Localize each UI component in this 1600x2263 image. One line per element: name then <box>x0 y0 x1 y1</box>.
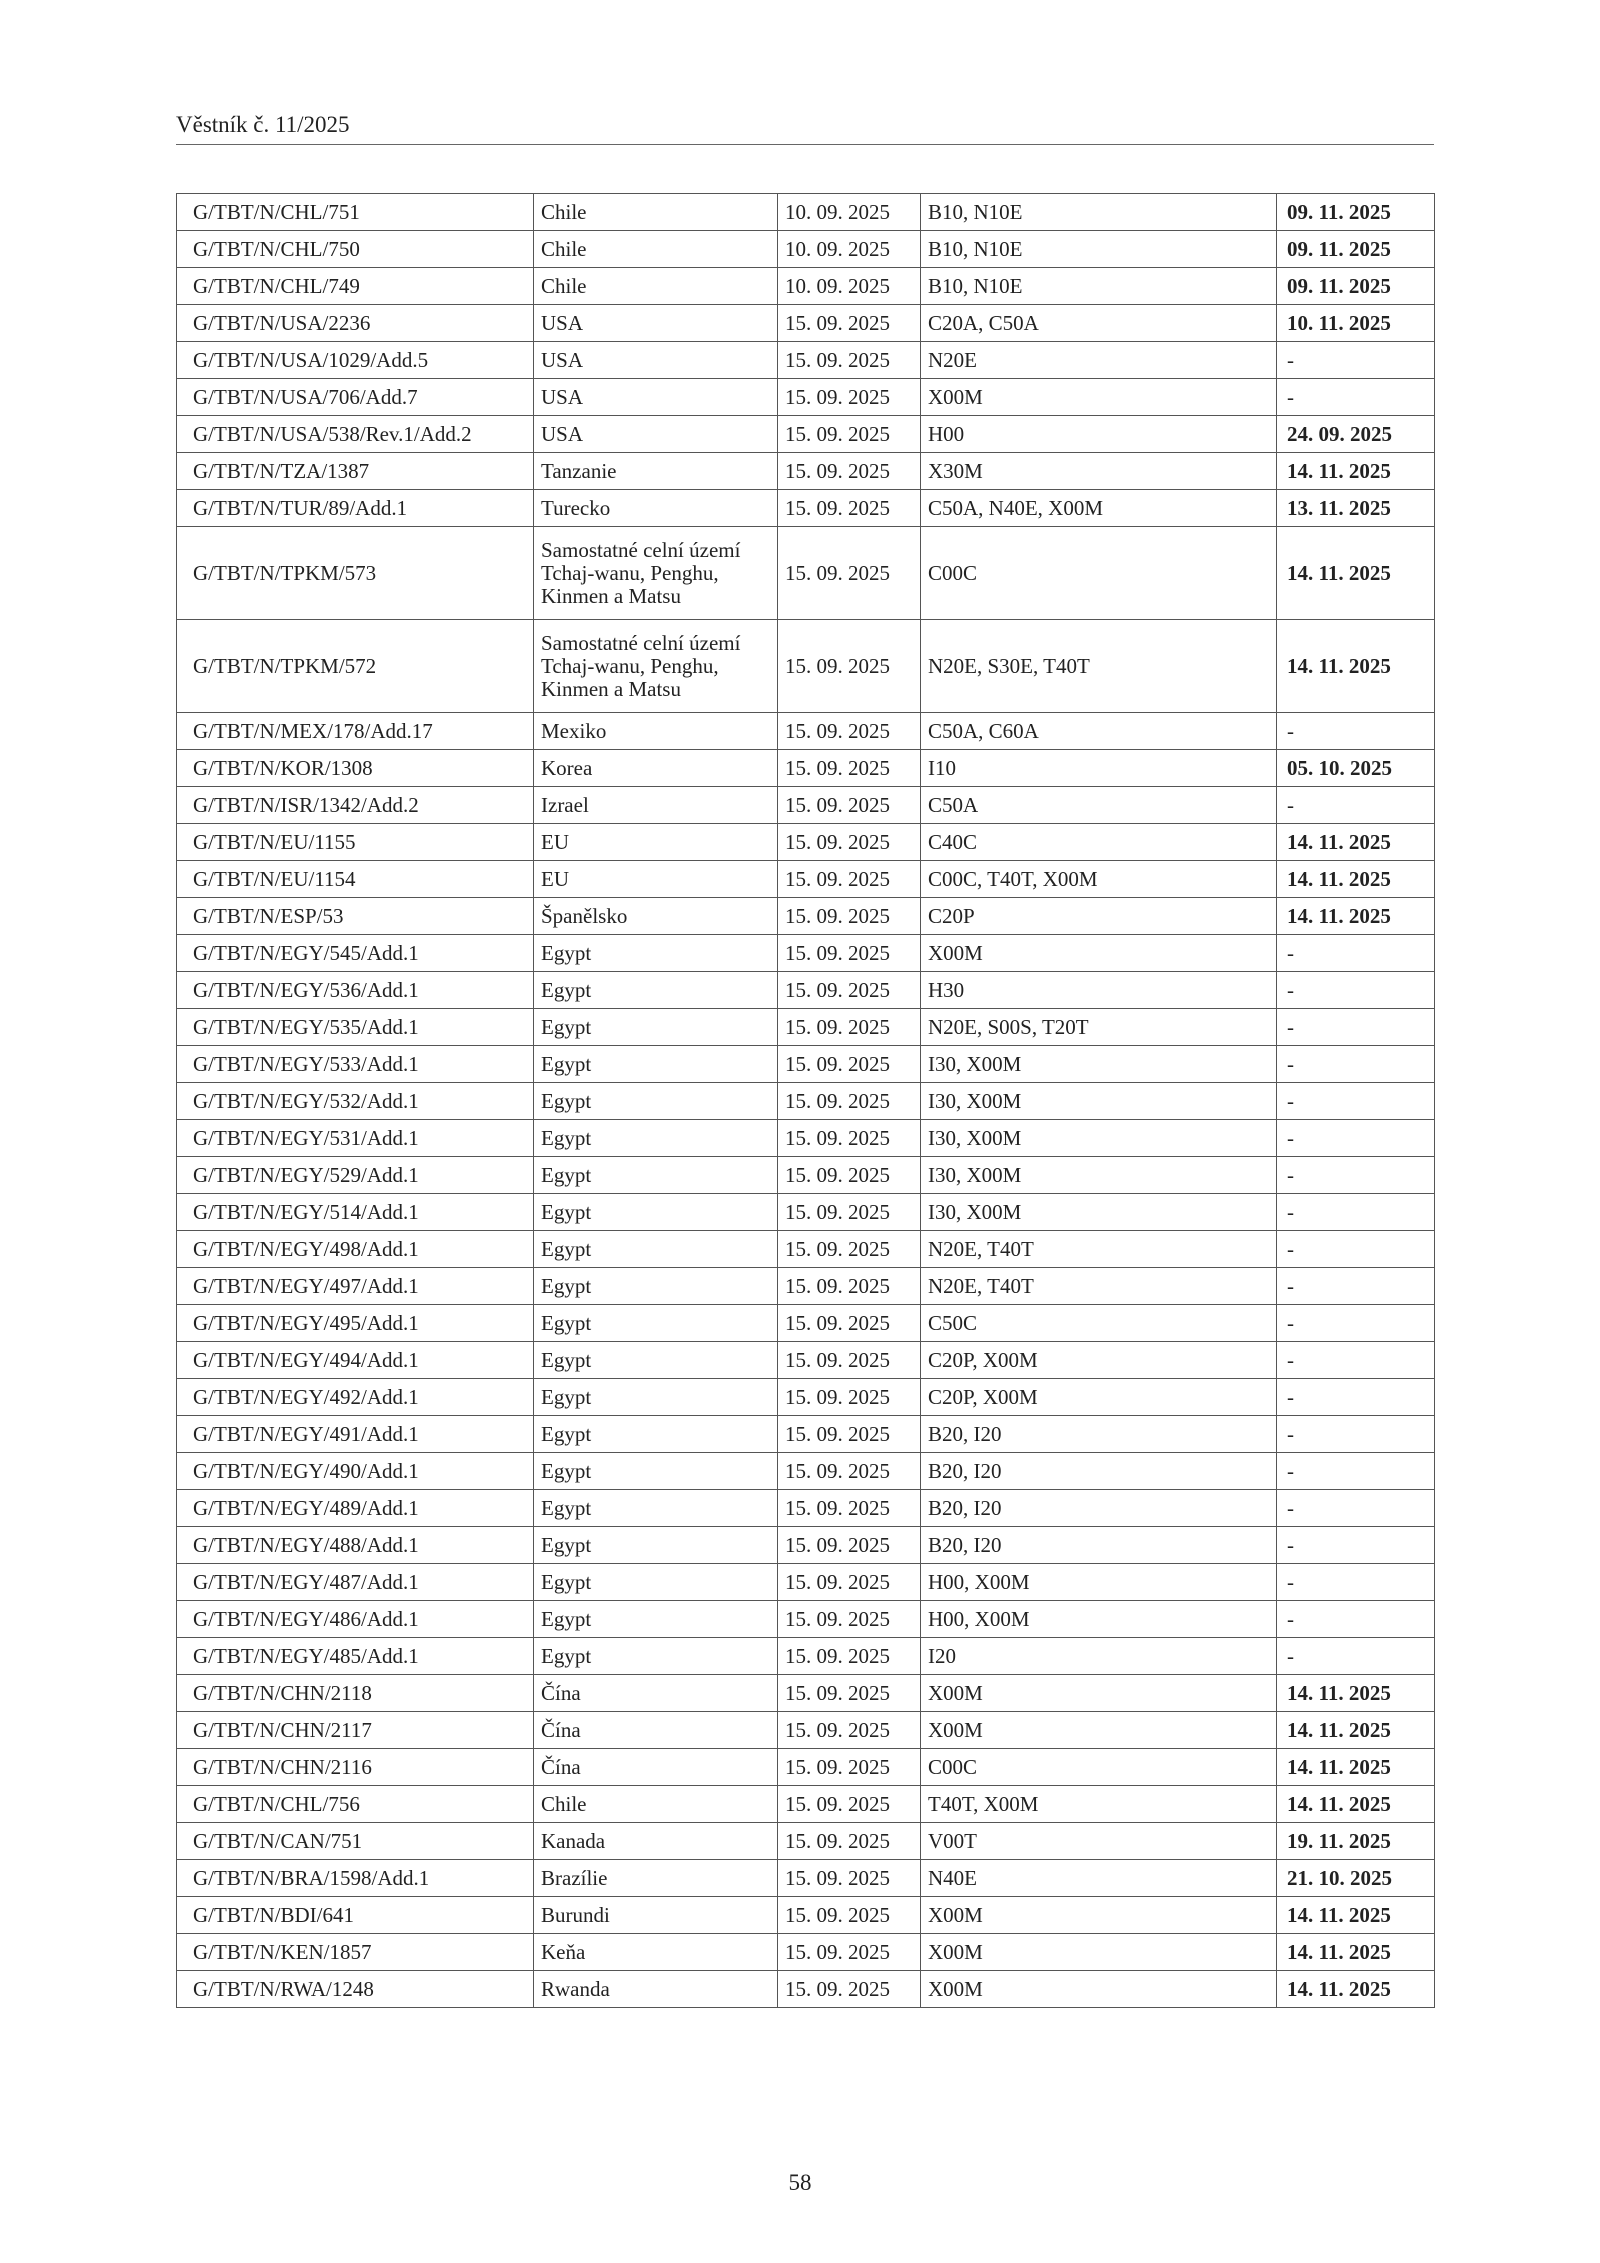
notification-date: 15. 09. 2025 <box>778 1157 921 1194</box>
member-country: Samostatné celní území Tchaj-wanu, Penghu, Kinmen a Matsu <box>534 527 778 620</box>
ics-code: X00M <box>921 1934 1277 1971</box>
notification-code: G/TBT/N/CHN/2116 <box>177 1749 534 1786</box>
notification-date: 15. 09. 2025 <box>778 1934 921 1971</box>
member-country: Korea <box>534 750 778 787</box>
notification-date: 10. 09. 2025 <box>778 231 921 268</box>
table-row <box>177 620 1435 713</box>
table-row <box>177 824 1435 861</box>
ics-code: I30, X00M <box>921 1157 1277 1194</box>
member-country: Burundi <box>534 1897 778 1934</box>
comment-deadline: - <box>1277 787 1435 824</box>
notification-date: 15. 09. 2025 <box>778 1379 921 1416</box>
table-row <box>177 527 1435 620</box>
notification-code: G/TBT/N/EGY/514/Add.1 <box>177 1194 534 1231</box>
notification-date: 15. 09. 2025 <box>778 620 921 713</box>
comment-deadline: - <box>1277 1268 1435 1305</box>
notification-code: G/TBT/N/EGY/545/Add.1 <box>177 935 534 972</box>
member-country: Egypt <box>534 1638 778 1675</box>
notification-code: G/TBT/N/KEN/1857 <box>177 1934 534 1971</box>
notification-code: G/TBT/N/MEX/178/Add.17 <box>177 713 534 750</box>
ics-code: B10, N10E <box>921 194 1277 231</box>
comment-deadline: - <box>1277 972 1435 1009</box>
table-row <box>177 1675 1435 1712</box>
table-row <box>177 1305 1435 1342</box>
notification-code: G/TBT/N/ESP/53 <box>177 898 534 935</box>
notification-date: 15. 09. 2025 <box>778 1601 921 1638</box>
notification-date: 15. 09. 2025 <box>778 1046 921 1083</box>
notification-code: G/TBT/N/CHN/2117 <box>177 1712 534 1749</box>
ics-code: C50A, N40E, X00M <box>921 490 1277 527</box>
member-country: Egypt <box>534 1564 778 1601</box>
member-country: Tanzanie <box>534 453 778 490</box>
table-row <box>177 1157 1435 1194</box>
member-country: Turecko <box>534 490 778 527</box>
comment-deadline: 09. 11. 2025 <box>1277 231 1435 268</box>
ics-code: B20, I20 <box>921 1490 1277 1527</box>
notification-date: 15. 09. 2025 <box>778 1453 921 1490</box>
table-row <box>177 1490 1435 1527</box>
comment-deadline: 14. 11. 2025 <box>1277 1971 1435 2008</box>
table-row <box>177 305 1435 342</box>
comment-deadline: 14. 11. 2025 <box>1277 1786 1435 1823</box>
notification-date: 15. 09. 2025 <box>778 750 921 787</box>
notification-date: 15. 09. 2025 <box>778 1231 921 1268</box>
notification-code: G/TBT/N/CHL/750 <box>177 231 534 268</box>
member-country: USA <box>534 305 778 342</box>
table-row <box>177 1194 1435 1231</box>
notification-date: 15. 09. 2025 <box>778 861 921 898</box>
notification-code: G/TBT/N/EGY/536/Add.1 <box>177 972 534 1009</box>
notification-date: 10. 09. 2025 <box>778 268 921 305</box>
notification-date: 15. 09. 2025 <box>778 1638 921 1675</box>
notification-date: 15. 09. 2025 <box>778 1749 921 1786</box>
table-row <box>177 713 1435 750</box>
notification-date: 15. 09. 2025 <box>778 453 921 490</box>
member-country: Egypt <box>534 1194 778 1231</box>
notification-code: G/TBT/N/CHL/751 <box>177 194 534 231</box>
notification-date: 15. 09. 2025 <box>778 898 921 935</box>
ics-code: H00, X00M <box>921 1601 1277 1638</box>
notification-date: 15. 09. 2025 <box>778 305 921 342</box>
ics-code: C00C <box>921 1749 1277 1786</box>
ics-code: X00M <box>921 935 1277 972</box>
ics-code: B10, N10E <box>921 268 1277 305</box>
table-row <box>177 1009 1435 1046</box>
ics-code: C20P <box>921 898 1277 935</box>
page-number: 58 <box>788 2170 812 2195</box>
notification-code: G/TBT/N/EGY/488/Add.1 <box>177 1527 534 1564</box>
notification-code: G/TBT/N/BDI/641 <box>177 1897 534 1934</box>
member-country: Egypt <box>534 1268 778 1305</box>
ics-code: B20, I20 <box>921 1527 1277 1564</box>
comment-deadline: 09. 11. 2025 <box>1277 268 1435 305</box>
ics-code: H00 <box>921 416 1277 453</box>
notification-date: 15. 09. 2025 <box>778 1712 921 1749</box>
ics-code: H30 <box>921 972 1277 1009</box>
ics-code: C00C, T40T, X00M <box>921 861 1277 898</box>
table-row <box>177 787 1435 824</box>
comment-deadline: - <box>1277 1601 1435 1638</box>
notification-code: G/TBT/N/TUR/89/Add.1 <box>177 490 534 527</box>
ics-code: N20E, T40T <box>921 1231 1277 1268</box>
notification-code: G/TBT/N/EU/1154 <box>177 861 534 898</box>
member-country: Kanada <box>534 1823 778 1860</box>
member-country: USA <box>534 379 778 416</box>
comment-deadline: - <box>1277 713 1435 750</box>
notification-date: 15. 09. 2025 <box>778 1009 921 1046</box>
member-country: Egypt <box>534 1157 778 1194</box>
ics-code: N20E, T40T <box>921 1268 1277 1305</box>
ics-code: C50C <box>921 1305 1277 1342</box>
table-row <box>177 1120 1435 1157</box>
ics-code: C20P, X00M <box>921 1379 1277 1416</box>
table-row <box>177 231 1435 268</box>
table-row <box>177 1971 1435 2008</box>
notification-code: G/TBT/N/EGY/529/Add.1 <box>177 1157 534 1194</box>
member-country: Španělsko <box>534 898 778 935</box>
ics-code: I30, X00M <box>921 1083 1277 1120</box>
comment-deadline: 14. 11. 2025 <box>1277 824 1435 861</box>
notification-code: G/TBT/N/TPKM/572 <box>177 620 534 713</box>
comment-deadline: 14. 11. 2025 <box>1277 861 1435 898</box>
ics-code: I30, X00M <box>921 1120 1277 1157</box>
member-country: Egypt <box>534 1490 778 1527</box>
comment-deadline: - <box>1277 1416 1435 1453</box>
comment-deadline: - <box>1277 1379 1435 1416</box>
comment-deadline: 13. 11. 2025 <box>1277 490 1435 527</box>
table-row <box>177 1453 1435 1490</box>
comment-deadline: - <box>1277 379 1435 416</box>
table-row <box>177 1823 1435 1860</box>
table-row <box>177 194 1435 231</box>
ics-code: C50A <box>921 787 1277 824</box>
ics-code: C20A, C50A <box>921 305 1277 342</box>
table-row <box>177 1712 1435 1749</box>
notification-date: 15. 09. 2025 <box>778 1194 921 1231</box>
notification-date: 15. 09. 2025 <box>778 490 921 527</box>
ics-code: B20, I20 <box>921 1416 1277 1453</box>
comment-deadline: 14. 11. 2025 <box>1277 898 1435 935</box>
table-row <box>177 342 1435 379</box>
notification-code: G/TBT/N/EGY/531/Add.1 <box>177 1120 534 1157</box>
notification-code: G/TBT/N/BRA/1598/Add.1 <box>177 1860 534 1897</box>
member-country: Egypt <box>534 1120 778 1157</box>
notification-date: 15. 09. 2025 <box>778 1971 921 2008</box>
notification-date: 15. 09. 2025 <box>778 787 921 824</box>
notification-code: G/TBT/N/CHL/756 <box>177 1786 534 1823</box>
comment-deadline: - <box>1277 1083 1435 1120</box>
comment-deadline: 09. 11. 2025 <box>1277 194 1435 231</box>
comment-deadline: - <box>1277 1564 1435 1601</box>
member-country: Brazílie <box>534 1860 778 1897</box>
notification-date: 15. 09. 2025 <box>778 824 921 861</box>
table-row <box>177 1749 1435 1786</box>
notification-date: 15. 09. 2025 <box>778 713 921 750</box>
comment-deadline: 14. 11. 2025 <box>1277 1712 1435 1749</box>
notification-code: G/TBT/N/TZA/1387 <box>177 453 534 490</box>
member-country: Chile <box>534 1786 778 1823</box>
notification-code: G/TBT/N/CAN/751 <box>177 1823 534 1860</box>
ics-code: C00C <box>921 527 1277 620</box>
notification-code: G/TBT/N/USA/538/Rev.1/Add.2 <box>177 416 534 453</box>
table-row <box>177 1786 1435 1823</box>
member-country: Keňa <box>534 1934 778 1971</box>
table-row <box>177 1379 1435 1416</box>
notification-date: 15. 09. 2025 <box>778 379 921 416</box>
comment-deadline: 24. 09. 2025 <box>1277 416 1435 453</box>
table-body <box>177 194 1435 2008</box>
ics-code: I10 <box>921 750 1277 787</box>
table-row <box>177 861 1435 898</box>
table-row <box>177 1268 1435 1305</box>
member-country: Egypt <box>534 935 778 972</box>
member-country: USA <box>534 416 778 453</box>
table-row <box>177 416 1435 453</box>
ics-code: B20, I20 <box>921 1453 1277 1490</box>
comment-deadline: - <box>1277 935 1435 972</box>
ics-code: X00M <box>921 1971 1277 2008</box>
table-row <box>177 1527 1435 1564</box>
comment-deadline: - <box>1277 1342 1435 1379</box>
member-country: Chile <box>534 268 778 305</box>
table-row <box>177 490 1435 527</box>
notification-date: 15. 09. 2025 <box>778 1342 921 1379</box>
member-country: Rwanda <box>534 1971 778 2008</box>
member-country: Egypt <box>534 1342 778 1379</box>
notification-code: G/TBT/N/ISR/1342/Add.2 <box>177 787 534 824</box>
notification-code: G/TBT/N/EGY/490/Add.1 <box>177 1453 534 1490</box>
table-row <box>177 1231 1435 1268</box>
notification-code: G/TBT/N/EGY/535/Add.1 <box>177 1009 534 1046</box>
notification-date: 15. 09. 2025 <box>778 935 921 972</box>
member-country: Egypt <box>534 1231 778 1268</box>
notification-code: G/TBT/N/USA/706/Add.7 <box>177 379 534 416</box>
ics-code: X00M <box>921 1675 1277 1712</box>
notification-code: G/TBT/N/EGY/489/Add.1 <box>177 1490 534 1527</box>
member-country: Egypt <box>534 1009 778 1046</box>
notification-code: G/TBT/N/EGY/485/Add.1 <box>177 1638 534 1675</box>
ics-code: N20E, S00S, T20T <box>921 1009 1277 1046</box>
member-country: Egypt <box>534 1601 778 1638</box>
comment-deadline: - <box>1277 1490 1435 1527</box>
comment-deadline: 14. 11. 2025 <box>1277 1749 1435 1786</box>
ics-code: T40T, X00M <box>921 1786 1277 1823</box>
notification-date: 15. 09. 2025 <box>778 1860 921 1897</box>
ics-code: X00M <box>921 379 1277 416</box>
notification-date: 15. 09. 2025 <box>778 416 921 453</box>
ics-code: N20E <box>921 342 1277 379</box>
comment-deadline: - <box>1277 1157 1435 1194</box>
table-row <box>177 935 1435 972</box>
table-row <box>177 268 1435 305</box>
member-country: Čína <box>534 1712 778 1749</box>
ics-code: X00M <box>921 1897 1277 1934</box>
member-country: Egypt <box>534 1046 778 1083</box>
notification-date: 15. 09. 2025 <box>778 527 921 620</box>
comment-deadline: 14. 11. 2025 <box>1277 1675 1435 1712</box>
table-row <box>177 1083 1435 1120</box>
member-country: EU <box>534 861 778 898</box>
table-row <box>177 1342 1435 1379</box>
table-row <box>177 379 1435 416</box>
ics-code: N20E, S30E, T40T <box>921 620 1277 713</box>
comment-deadline: 14. 11. 2025 <box>1277 1934 1435 1971</box>
comment-deadline: - <box>1277 1638 1435 1675</box>
comment-deadline: - <box>1277 1120 1435 1157</box>
notification-code: G/TBT/N/USA/1029/Add.5 <box>177 342 534 379</box>
notification-date: 15. 09. 2025 <box>778 342 921 379</box>
ics-code: V00T <box>921 1823 1277 1860</box>
ics-code: I20 <box>921 1638 1277 1675</box>
notification-code: G/TBT/N/USA/2236 <box>177 305 534 342</box>
table-row <box>177 1564 1435 1601</box>
ics-code: I30, X00M <box>921 1046 1277 1083</box>
notification-code: G/TBT/N/CHN/2118 <box>177 1675 534 1712</box>
notification-code: G/TBT/N/EGY/486/Add.1 <box>177 1601 534 1638</box>
notification-date: 15. 09. 2025 <box>778 1305 921 1342</box>
notification-code: G/TBT/N/EGY/494/Add.1 <box>177 1342 534 1379</box>
ics-code: X00M <box>921 1712 1277 1749</box>
comment-deadline: - <box>1277 1305 1435 1342</box>
notification-date: 15. 09. 2025 <box>778 1786 921 1823</box>
table-row <box>177 1416 1435 1453</box>
member-country: Egypt <box>534 1083 778 1120</box>
notification-date: 15. 09. 2025 <box>778 1527 921 1564</box>
comment-deadline: - <box>1277 1009 1435 1046</box>
comment-deadline: 14. 11. 2025 <box>1277 620 1435 713</box>
comment-deadline: 14. 11. 2025 <box>1277 453 1435 490</box>
comment-deadline: 14. 11. 2025 <box>1277 1897 1435 1934</box>
notification-date: 15. 09. 2025 <box>778 1564 921 1601</box>
member-country: Čína <box>534 1675 778 1712</box>
notification-code: G/TBT/N/EGY/533/Add.1 <box>177 1046 534 1083</box>
notification-date: 15. 09. 2025 <box>778 1490 921 1527</box>
comment-deadline: 14. 11. 2025 <box>1277 527 1435 620</box>
comment-deadline: - <box>1277 1453 1435 1490</box>
member-country: Mexiko <box>534 713 778 750</box>
table-row <box>177 1046 1435 1083</box>
comment-deadline: 19. 11. 2025 <box>1277 1823 1435 1860</box>
table-row <box>177 453 1435 490</box>
notification-date: 15. 09. 2025 <box>778 1823 921 1860</box>
notification-code: G/TBT/N/EGY/487/Add.1 <box>177 1564 534 1601</box>
comment-deadline: - <box>1277 1231 1435 1268</box>
notification-date: 15. 09. 2025 <box>778 1416 921 1453</box>
notification-code: G/TBT/N/KOR/1308 <box>177 750 534 787</box>
member-country: Chile <box>534 231 778 268</box>
ics-code: C40C <box>921 824 1277 861</box>
table-row <box>177 972 1435 1009</box>
notification-date: 10. 09. 2025 <box>778 194 921 231</box>
table-row <box>177 1860 1435 1897</box>
notification-code: G/TBT/N/EU/1155 <box>177 824 534 861</box>
comment-deadline: - <box>1277 1194 1435 1231</box>
ics-code: C50A, C60A <box>921 713 1277 750</box>
table-row <box>177 1638 1435 1675</box>
comment-deadline: 21. 10. 2025 <box>1277 1860 1435 1897</box>
table-row <box>177 1934 1435 1971</box>
notification-date: 15. 09. 2025 <box>778 1675 921 1712</box>
comment-deadline: 05. 10. 2025 <box>1277 750 1435 787</box>
comment-deadline: - <box>1277 1046 1435 1083</box>
table-row <box>177 1601 1435 1638</box>
notification-code: G/TBT/N/CHL/749 <box>177 268 534 305</box>
notification-date: 15. 09. 2025 <box>778 972 921 1009</box>
member-country: EU <box>534 824 778 861</box>
notification-code: G/TBT/N/EGY/497/Add.1 <box>177 1268 534 1305</box>
table-row <box>177 1897 1435 1934</box>
ics-code: N40E <box>921 1860 1277 1897</box>
ics-code: H00, X00M <box>921 1564 1277 1601</box>
notification-code: G/TBT/N/EGY/532/Add.1 <box>177 1083 534 1120</box>
member-country: Egypt <box>534 1527 778 1564</box>
member-country: Čína <box>534 1749 778 1786</box>
table-row <box>177 750 1435 787</box>
notification-date: 15. 09. 2025 <box>778 1897 921 1934</box>
comment-deadline: - <box>1277 1527 1435 1564</box>
notification-code: G/TBT/N/EGY/498/Add.1 <box>177 1231 534 1268</box>
notification-date: 15. 09. 2025 <box>778 1083 921 1120</box>
member-country: Izrael <box>534 787 778 824</box>
member-country: Egypt <box>534 1305 778 1342</box>
notification-code: G/TBT/N/EGY/495/Add.1 <box>177 1305 534 1342</box>
member-country: Egypt <box>534 1416 778 1453</box>
notification-date: 15. 09. 2025 <box>778 1268 921 1305</box>
member-country: Chile <box>534 194 778 231</box>
member-country: USA <box>534 342 778 379</box>
notification-code: G/TBT/N/EGY/492/Add.1 <box>177 1379 534 1416</box>
page-header: Věstník č. 11/2025 <box>176 112 1434 145</box>
notification-date: 15. 09. 2025 <box>778 1120 921 1157</box>
table-row <box>177 898 1435 935</box>
ics-code: B10, N10E <box>921 231 1277 268</box>
notification-code: G/TBT/N/EGY/491/Add.1 <box>177 1416 534 1453</box>
comment-deadline: - <box>1277 342 1435 379</box>
comment-deadline: 10. 11. 2025 <box>1277 305 1435 342</box>
member-country: Samostatné celní území Tchaj-wanu, Penghu, Kinmen a Matsu <box>534 620 778 713</box>
notifications-table <box>176 193 1435 2008</box>
notification-code: G/TBT/N/RWA/1248 <box>177 1971 534 2008</box>
member-country: Egypt <box>534 1453 778 1490</box>
ics-code: C20P, X00M <box>921 1342 1277 1379</box>
ics-code: I30, X00M <box>921 1194 1277 1231</box>
notification-code: G/TBT/N/TPKM/573 <box>177 527 534 620</box>
ics-code: X30M <box>921 453 1277 490</box>
member-country: Egypt <box>534 1379 778 1416</box>
member-country: Egypt <box>534 972 778 1009</box>
